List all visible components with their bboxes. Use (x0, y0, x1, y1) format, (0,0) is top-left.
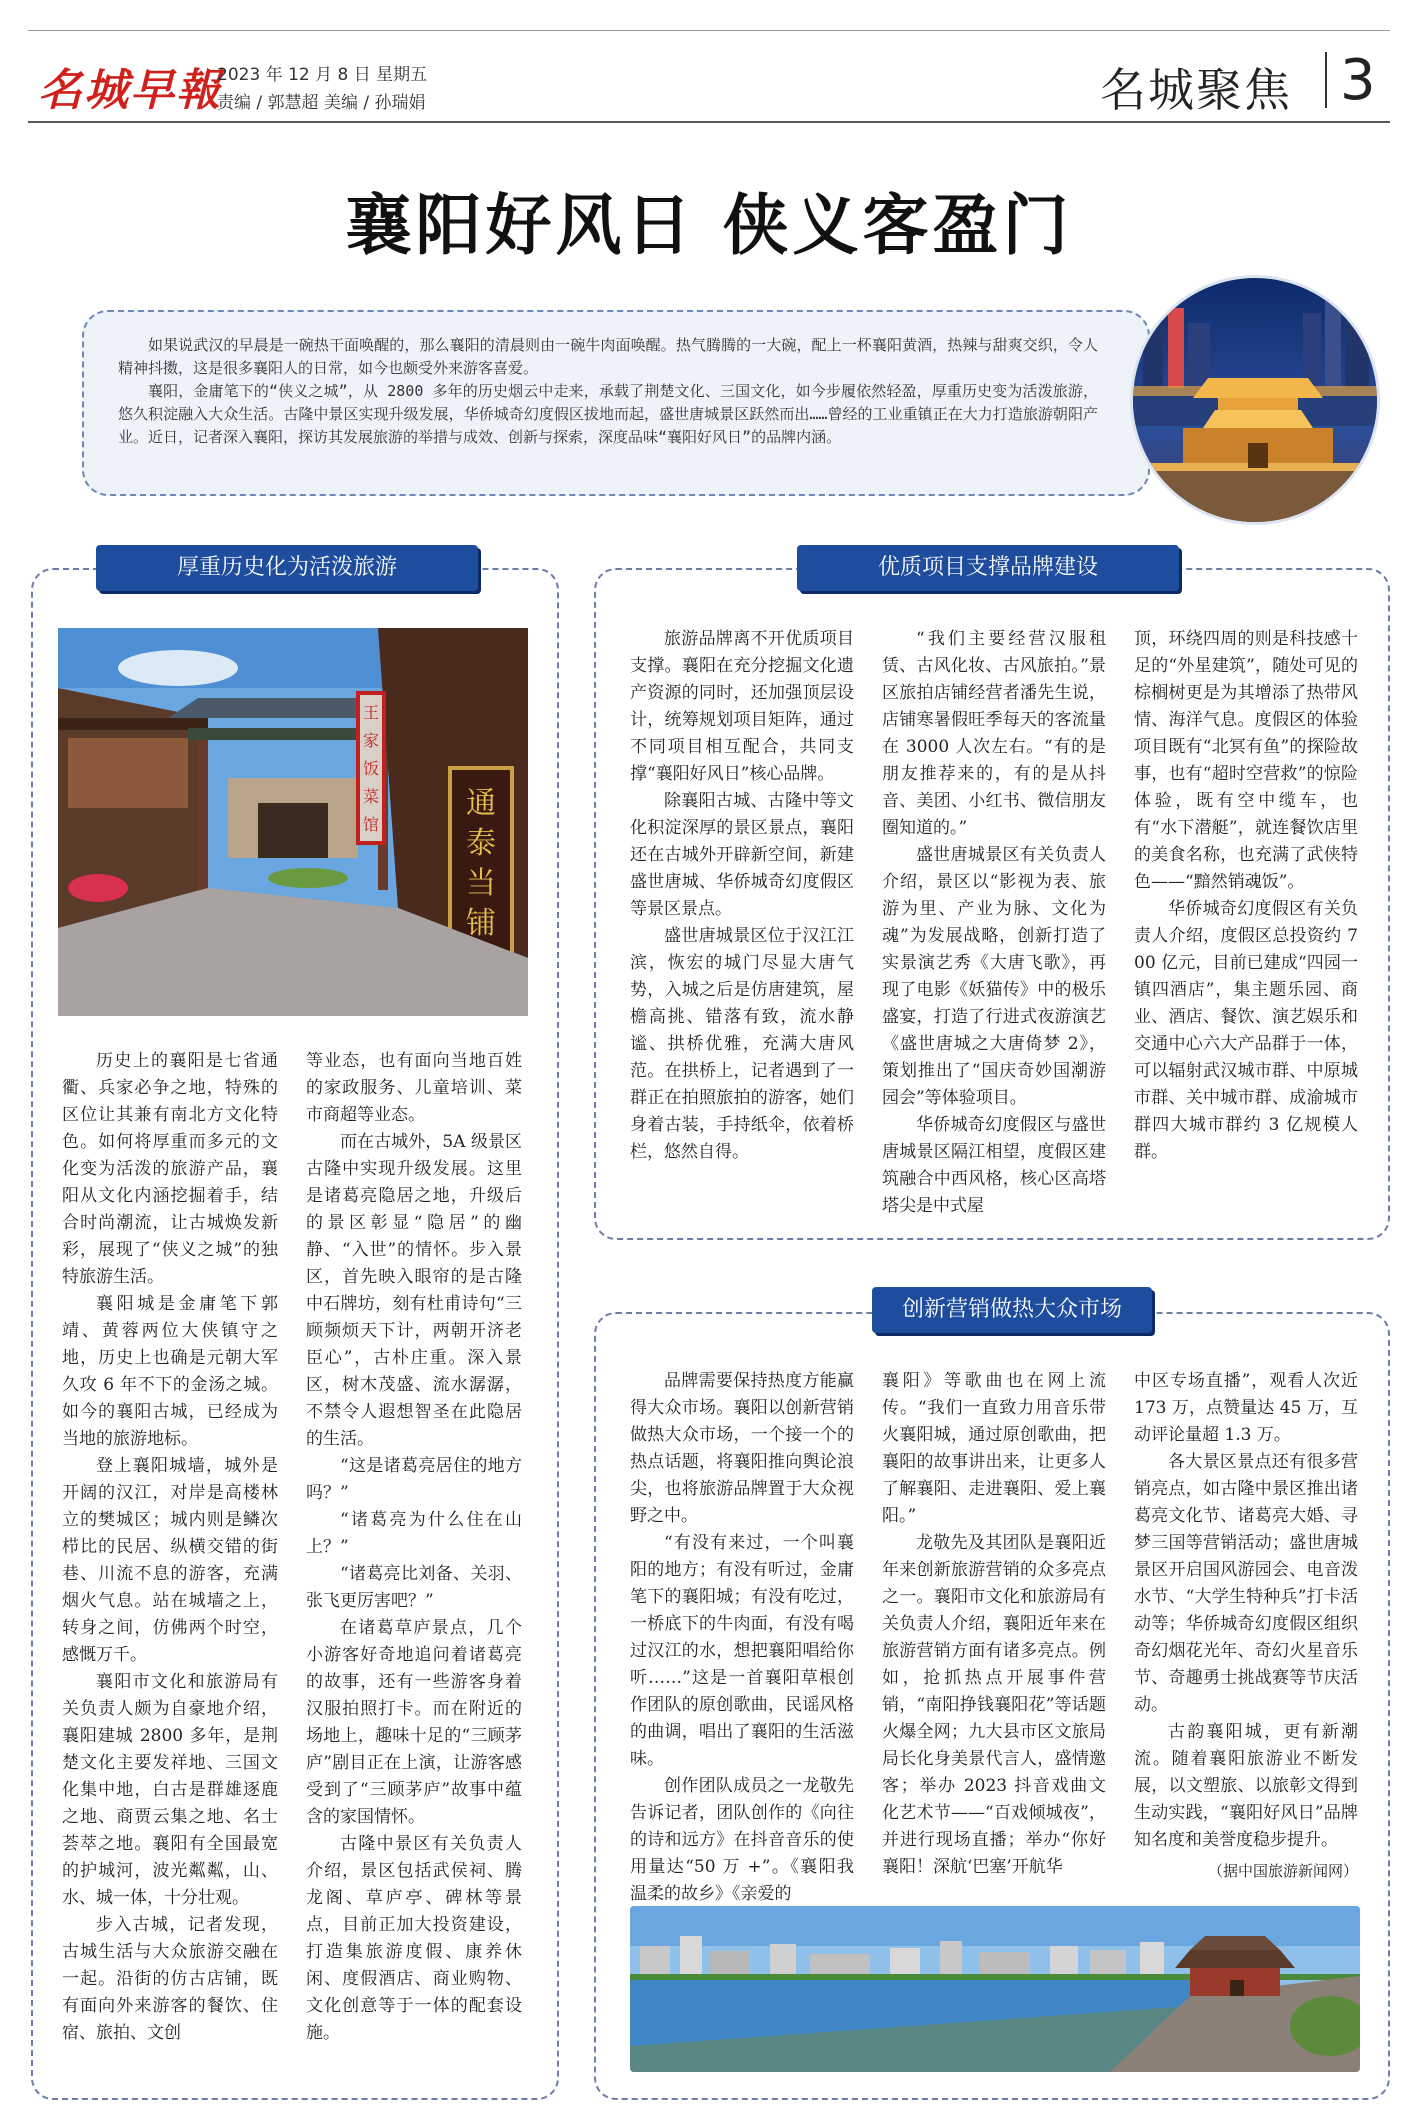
section-title-history: 厚重历史化为活泼旅游 (96, 545, 478, 591)
paragraph: 中区专场直播”，观看人次近 173 万，点赞量达 45 万，互动评论量超 1.3 万。 (1134, 1371, 1358, 1445)
sign-right-char: 泰 (466, 826, 496, 861)
paragraph: 华侨城奇幻度假区有关负责人介绍，度假区总投资约 700 亿元，目前已建成“四园一镇四酒店”，集主题乐园、商业、酒店、餐饮、演艺娱乐和交通中心六大产品群于一体，可以辐射武汉城市群、中原城市群、关中城市群、成渝城市群四大城市群约 3 亿规模人群。 (1134, 899, 1358, 1162)
header-rule-bottom (28, 121, 1390, 123)
photo-river-city-wall (630, 1906, 1360, 2072)
sign-left-char: 王 (362, 703, 380, 722)
sign-left-char: 饭 (362, 759, 380, 778)
section-name: 名城聚焦 (1100, 63, 1292, 117)
paragraph: 而在古城外，5A 级景区古隆中实现升级发展。这里是诸葛亮隐居之地，升级后的景区彰显“隐居”的幽静、“入世”的情怀。步入景区，首先映入眼帘的是古隆中石牌坊，刻有杜甫诗句“三顾频烦天下计，两朝开济老臣心”，古朴庄重。深入景区，树木茂盛、流水潺潺，不禁令人遐想智圣在此隐居的生活。 (306, 1132, 522, 1449)
paragraph: 历史上的襄阳是七省通衢、兵家必争之地，特殊的区位让其兼有南北方文化特色。如何将厚重而多元的文化变为活泼的旅游产品，襄阳从文化内涵挖掘着手，结合时尚潮流，让古城焕发新彩，展现了“侠义之城”的独特旅游生活。 (62, 1051, 278, 1287)
paragraph: “诸葛亮为什么住在山上？” (306, 1510, 522, 1557)
section2-column-1 (630, 626, 854, 1166)
circle-photo-city-gate-night (1130, 275, 1380, 525)
intro-paragraph: 如果说武汉的早晨是一碗热干面唤醒的，那么襄阳的清晨则由一碗牛肉面唤醒。热气腾腾的一大碗，配上一杯襄阳黄酒，热辣与甜爽交织，令人精神抖擞，这是很多襄阳人的日常，如今也颇受外来游客喜爱。 (118, 336, 1098, 377)
paragraph: “有没有来过，一个叫襄阳的地方；有没有听过，金庸笔下的襄阳城；有没有吃过，一桥底下的牛肉面，有没有喝过汉江的水，想把襄阳唱给你听……”这是一首襄阳草根创作团队的原创歌曲，民谣风格的曲调，唱出了襄阳的生活滋味。 (630, 1533, 854, 1769)
sign-right-char: 当 (466, 866, 496, 901)
paragraph: 创作团队成员之一龙敬先告诉记者，团队创作的《向往的诗和远方》在抖音音乐的使用量达“50 万 +”。《襄阳我温柔的故乡》《亲爱的 (630, 1776, 854, 1904)
paragraph: 登上襄阳城墙，城外是开阔的汉江，对岸是高楼林立的樊城区；城内则是鳞次栉比的民居、纵横交错的街巷、川流不息的游客，充满烟火气息。站在城墙之上，转身之间，仿佛两个时空，感慨万千。 (62, 1456, 278, 1665)
paragraph: 等业态，也有面向当地百姓的家政服务、儿童培训、菜市商超等业态。 (306, 1051, 522, 1125)
paragraph: 顶，环绕四周的则是科技感十足的“外星建筑”，随处可见的棕榈树更是为其增添了热带风情、海洋气息。度假区的体验项目既有“北冥有鱼”的探险故事，也有“超时空营救”的惊险体验，既有空中缆车，也有“水下潜艇”，就连餐饮店里的美食名称，也充满了武侠特色——“黯然销魂饭”。 (1134, 629, 1358, 892)
section-divider (1325, 52, 1327, 108)
section1-column-2 (306, 1048, 522, 2047)
paragraph: 各大景区景点还有很多营销亮点，如古隆中景区推出诸葛亮文化节、诸葛亮大婚、寻梦三国等营销活动；盛世唐城景区开启国风游园会、电音泼水节、“大学生特种兵”打卡活动等；华侨城奇幻度假区组织奇幻烟花光年、奇幻火星音乐节、奇趣勇士挑战赛等节庆活动。 (1134, 1452, 1358, 1715)
section2-column-3 (1134, 626, 1358, 1166)
paragraph: 在诸葛草庐景点，几个小游客好奇地追问着诸葛亮的故事，还有一些游客身着汉服拍照打卡。而在附近的场地上，趣味十足的“三顾茅庐”剧目正在上演，让游客感受到了“三顾茅庐”故事中蕴含的家国情怀。 (306, 1618, 522, 1827)
sign-left-char: 家 (362, 731, 380, 750)
intro-paragraph: 襄阳，金庸笔下的“侠义之城”，从 2800 多年的历史烟云中走来，承载了荆楚文化、三国文化，如今步履依然轻盈，厚重历史变为活泼旅游，悠久积淀融入大众生活。古隆中景区实现升级发展，华侨城奇幻度假区拔地而起，盛世唐城景区跃然而出……曾经的工业重镇正在大力打造旅游朝阳产业。近日，记者深入襄阳，探访其发展旅游的举措与成效、创新与探索，深度品味“襄阳好风日”的品牌内涵。 (118, 382, 1098, 446)
masthead-logo: 名城早報 (38, 65, 222, 116)
section3-column-3 (1134, 1368, 1358, 1885)
sign-right-char: 铺 (466, 906, 496, 941)
paragraph: 襄阳市文化和旅游局有关负责人颇为自豪地介绍，襄阳建城 2800 多年，是荆楚文化主要发祥地、三国文化集中地，白古是群雄逐鹿之地、商贾云集之地、名士荟萃之地。襄阳有全国最宽的护城河，波光粼粼，山、水、城一体，十分壮观。 (62, 1672, 278, 1908)
paragraph: 品牌需要保持热度方能赢得大众市场。襄阳以创新营销做热大众市场，一个接一个的热点话题，将襄阳推向舆论浪尖，也将旅游品牌置于大众视野之中。 (630, 1371, 854, 1526)
paragraph: 古韵襄阳城，更有新潮流。随着襄阳旅游业不断发展，以文塑旅、以旅彰文得到生动实践，“襄阳好风日”品牌知名度和美誉度稳步提升。 (1134, 1722, 1358, 1850)
page-headline: 襄阳好风日 侠义客盈门 (345, 187, 1073, 264)
issue-date: 2023 年 12 月 8 日 星期五 (217, 65, 428, 85)
page-number: 3 (1340, 48, 1376, 113)
paragraph: “这是诸葛亮居住的地方吗？” (306, 1456, 522, 1503)
paragraph: “我们主要经营汉服租赁、古风化妆、古风旅拍。”景区旅拍店铺经营者潘先生说，店铺寒暑假旺季每天的客流量在 3000 人次左右。“有的是朋友推荐来的，有的是从抖音、美团、小红书、微信朋友圈知道的。” (882, 629, 1106, 838)
sign-left-char: 菜 (362, 787, 380, 806)
paragraph: 盛世唐城景区位于汉江江滨，恢宏的城门尽显大唐气势，入城之后是仿唐建筑，屋檐高挑、错落有致，流水静谧、拱桥优雅，充满大唐风范。在拱桥上，记者遇到了一群正在拍照旅拍的游客，她们身着古装，手持纸伞，依着桥栏，悠然自得。 (630, 926, 854, 1162)
paragraph: 华侨城奇幻度假区与盛世唐城景区隔江相望，度假区建筑融合中西风格，核心区高塔塔尖是中式屋 (882, 1115, 1106, 1216)
paragraph: 除襄阳古城、古隆中等文化积淀深厚的景区景点，襄阳还在古城外开辟新空间，新建盛世唐城、华侨城奇幻度假区等景区景点。 (630, 791, 854, 919)
paragraph: 古隆中景区有关负责人介绍，景区包括武侯祠、腾龙阁、草庐亭、碑林等景点，目前正加大投资建设，打造集旅游度假、康养休闲、度假酒店、商业购物、文化创意等于一体的配套设施。 (306, 1834, 522, 2043)
paragraph: 盛世唐城景区有关负责人介绍，景区以“影视为表、旅游为里、产业为脉、文化为魂”为发展战略，创新打造了实景演艺秀《大唐飞歌》，再现了电影《妖猫传》中的极乐盛宴，打造了行进式夜游演艺《盛世唐城之大唐倚梦 2》，策划推出了“国庆奇妙国潮游园会”等体验项目。 (882, 845, 1106, 1108)
section-title-marketing: 创新营销做热大众市场 (872, 1287, 1152, 1333)
paragraph: 襄阳》等歌曲也在网上流传。“我们一直致力用音乐带火襄阳城，通过原创歌曲，把襄阳的故事讲出来，让更多人了解襄阳、走进襄阳、爱上襄阳。” (882, 1371, 1106, 1526)
section3-column-1 (630, 1368, 854, 1908)
section2-column-2 (882, 626, 1106, 1220)
paragraph: 龙敬先及其团队是襄阳近年来创新旅游营销的众多亮点之一。襄阳市文化和旅游局有关负责人介绍，襄阳近年来在旅游营销方面有诸多亮点。例如，抢抓热点开展事件营销，“南阳挣钱襄阳花”等话题火爆全网；九大县市区文旅局局长化身美景代言人，盛情邀客；举办 2023 抖音戏曲文化艺术节——“百戏倾城夜”，并进行现场直播；举办“你好襄阳！深航‘巴塞’开航华 (882, 1533, 1106, 1877)
section1-column-1 (62, 1048, 278, 2047)
section-title-projects: 优质项目支撑品牌建设 (797, 545, 1179, 591)
intro-text (118, 334, 1098, 449)
source-credit: （据中国旅游新闻网） (1207, 1862, 1358, 1880)
paragraph: “诸葛亮比刘备、关羽、张飞更厉害吧？” (306, 1564, 522, 1611)
header-rule-top (28, 30, 1390, 31)
paragraph: 旅游品牌离不开优质项目支撑。襄阳在充分挖掘文化遗产资源的同时，还加强顶层设计，统筹规划项目矩阵，通过不同项目相互配合，共同支撑“襄阳好风日”核心品牌。 (630, 629, 854, 784)
sign-left-char: 馆 (362, 815, 380, 834)
editor-credits: 责编 / 郭慧超 美编 / 孙瑞娟 (217, 93, 426, 113)
section3-column-2 (882, 1368, 1106, 1881)
sign-right-char: 通 (466, 786, 496, 821)
paragraph: 步入古城，记者发现，古城生活与大众旅游交融在一起。沿街的仿古店铺，既有面向外来游客的餐饮、住宿、旅拍、文创 (62, 1915, 278, 2043)
photo-ancient-street (58, 628, 528, 1016)
paragraph: 襄阳城是金庸笔下郭靖、黄蓉两位大侠镇守之地，历史上也确是元朝大军久攻 6 年不下的金汤之城。如今的襄阳古城，已经成为当地的旅游地标。 (62, 1294, 278, 1449)
